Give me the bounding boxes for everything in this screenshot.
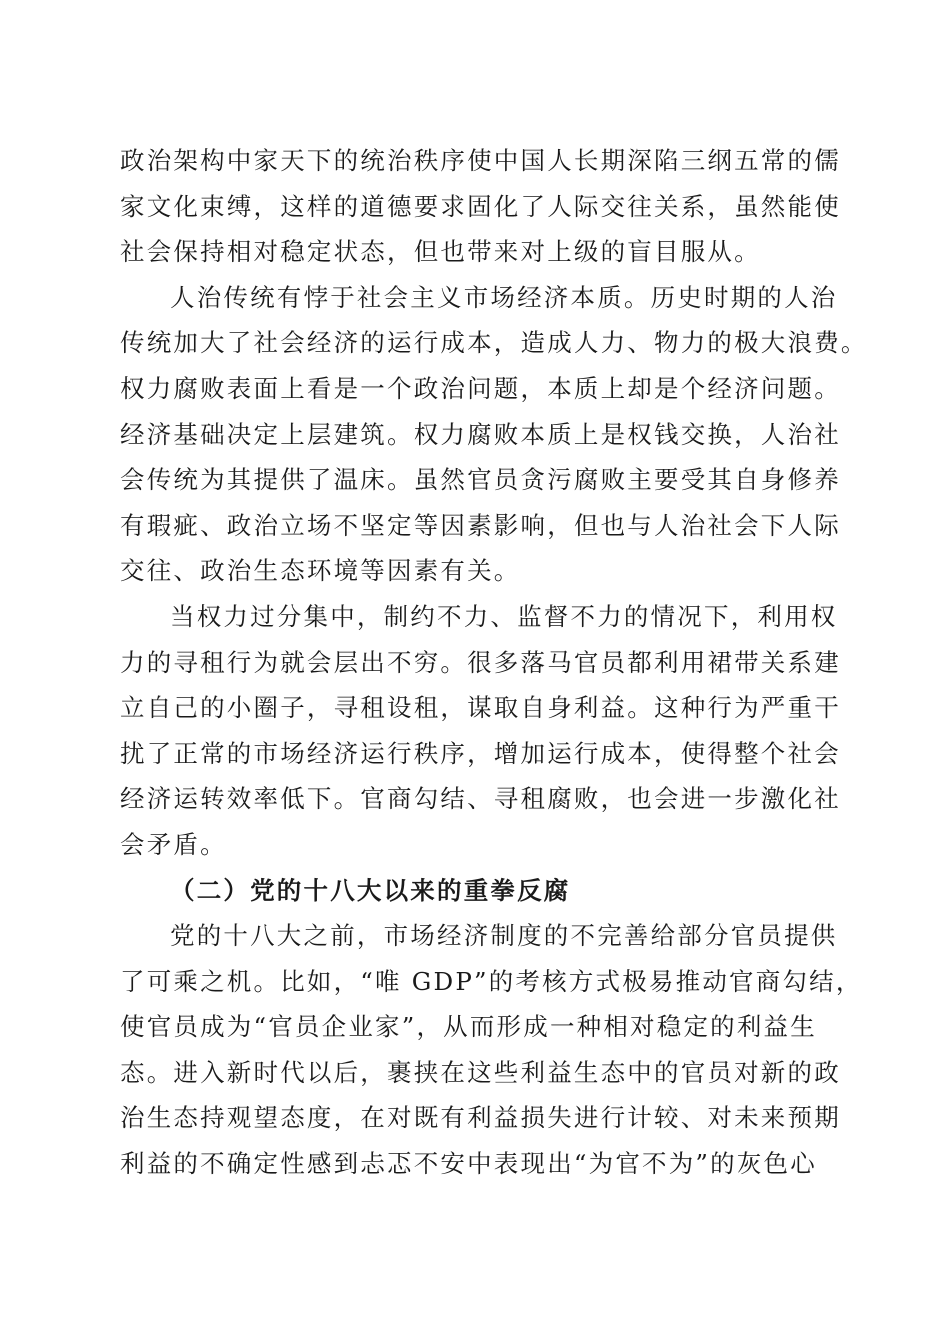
text-line: 传统加大了社会经济的运行成本，造成人力、物力的极大浪费。	[120, 328, 868, 358]
text-line: 会矛盾。	[120, 829, 227, 859]
section-heading: （二）党的十八大以来的重拳反腐	[170, 875, 571, 905]
text-line: 家文化束缚，这样的道德要求固化了人际交往关系，虽然能使	[120, 191, 841, 221]
text-line: 了可乘之机。比如，“唯 GDP”的考核方式极易推动官商勾结，	[120, 966, 863, 996]
text-line: 力的寻租行为就会层出不穷。很多落马官员都利用裙带关系建	[120, 647, 841, 677]
text-line: 使官员成为“官员企业家”，从而形成一种相对稳定的利益生	[120, 1012, 817, 1042]
paragraph-1	[120, 138, 840, 275]
text-line: 利益的不确定性感到忐忑不安中表现出“为官不为”的灰色心	[120, 1149, 817, 1179]
text-line: 治生态持观望态度，在对既有利益损失进行计较、对未来预期	[120, 1103, 841, 1133]
text-line: 会传统为其提供了温床。虽然官员贪污腐败主要受其自身修养	[120, 465, 841, 495]
text-line: 有瑕疵、政治立场不坚定等因素影响，但也与人治社会下人际	[120, 510, 841, 540]
text-line: 经济基础决定上层建筑。权力腐败本质上是权钱交换，人治社	[120, 419, 841, 449]
text-line: 扰了正常的市场经济运行秩序，增加运行成本，使得整个社会	[120, 738, 841, 768]
text-line: 社会保持相对稳定状态，但也带来对上级的盲目服从。	[120, 237, 761, 267]
text-line: 态。进入新时代以后，裹挟在这些利益生态中的官员对新的政	[120, 1057, 841, 1087]
text-line: 权力腐败表面上看是一个政治问题，本质上却是个经济问题。	[120, 373, 841, 403]
text-line: 人治传统有悖于社会主义市场经济本质。历史时期的人治	[170, 282, 838, 312]
text-line: 经济运转效率低下。官商勾结、寻租腐败，也会进一步激化社	[120, 784, 841, 814]
document-body	[120, 138, 868, 1187]
paragraph-4	[120, 913, 863, 1187]
text-line: 立自己的小圈子，寻租设租，谋取自身利益。这种行为严重干	[120, 693, 841, 723]
paragraph-3	[120, 594, 840, 868]
text-line: 交往、政治生态环境等因素有关。	[120, 556, 521, 586]
text-line: 当权力过分集中，制约不力、监督不力的情况下，利用权	[170, 601, 838, 631]
text-line: 党的十八大之前，市场经济制度的不完善给部分官员提供	[170, 921, 838, 951]
text-line: 政治架构中家天下的统治秩序使中国人长期深陷三纲五常的儒	[120, 146, 841, 175]
paragraph-2	[120, 275, 868, 594]
